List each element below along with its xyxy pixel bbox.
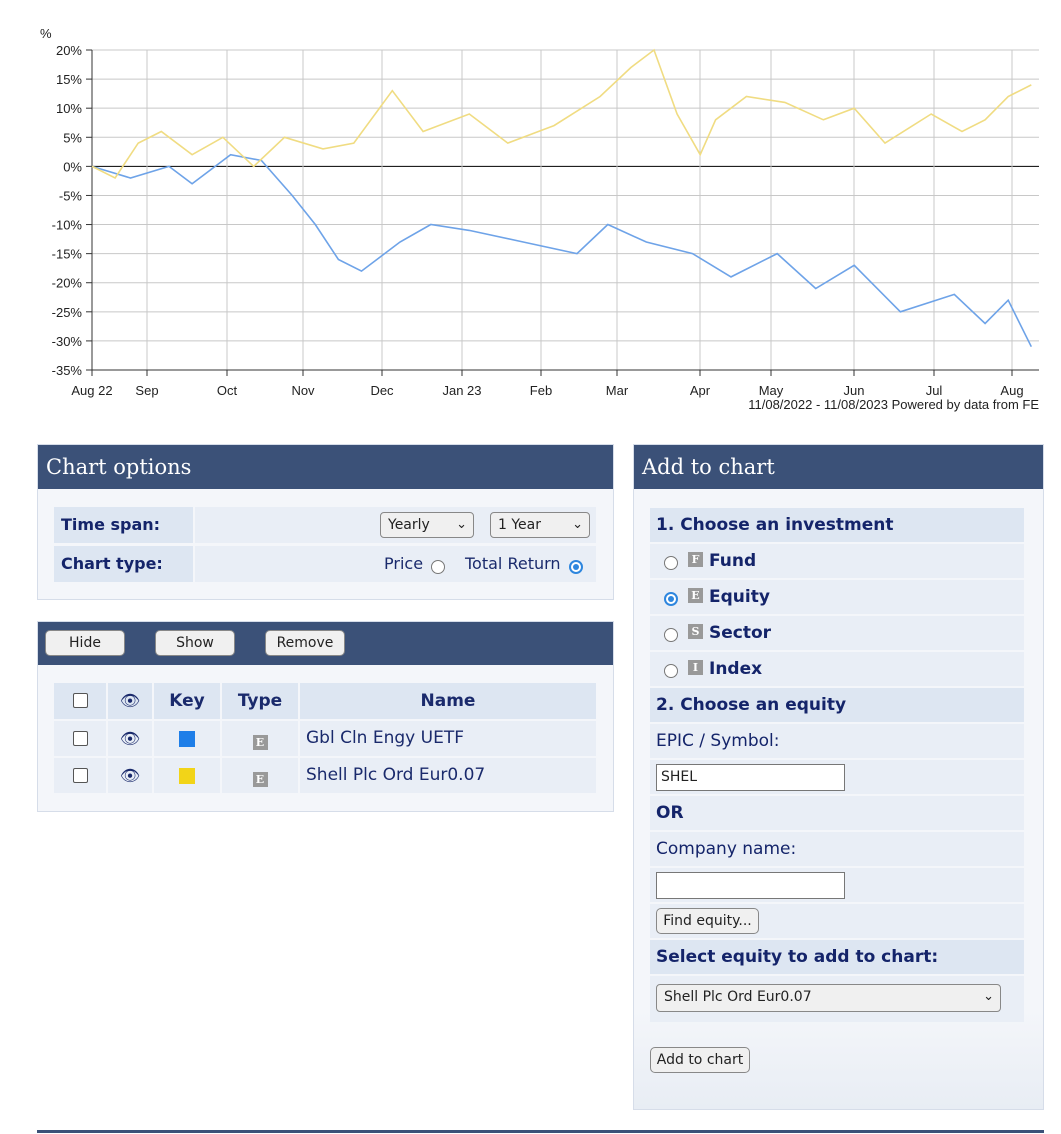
x-tick-label: Jan 23 xyxy=(442,383,482,398)
index-label: Index xyxy=(709,659,763,679)
epic-field-row xyxy=(650,760,1024,794)
price-label: Price xyxy=(384,554,424,573)
option-fund[interactable] xyxy=(650,544,1024,578)
x-tick-label: Dec xyxy=(370,383,394,398)
option-equity[interactable] xyxy=(650,580,1024,614)
time-span-label: Time span: xyxy=(54,507,193,543)
y-tick-label: -20% xyxy=(51,275,82,291)
row-checkbox[interactable] xyxy=(73,731,88,746)
name-header: Name xyxy=(300,683,596,719)
x-tick-label: May xyxy=(758,383,784,398)
fund-radio[interactable] xyxy=(664,556,678,570)
equity-type-icon: E xyxy=(253,772,268,787)
sector-label: Sector xyxy=(709,623,772,643)
table-row-checkbox-cell xyxy=(54,721,106,756)
key-header: Key xyxy=(154,683,220,719)
epic-label: EPIC / Symbol: xyxy=(650,724,1024,758)
price-radio[interactable] xyxy=(431,560,445,574)
sector-radio[interactable] xyxy=(664,628,678,642)
chevron-down-icon: ⌄ xyxy=(572,517,583,532)
row-visibility-cell xyxy=(108,758,152,793)
eye-icon[interactable]: 👁 xyxy=(119,729,141,748)
remove-button[interactable]: Remove xyxy=(265,630,345,656)
time-span-values xyxy=(195,507,596,543)
y-tick-label: -30% xyxy=(51,333,82,349)
series-color-swatch xyxy=(179,731,195,747)
y-tick-label: -35% xyxy=(51,363,82,378)
total-return-radio[interactable] xyxy=(569,560,583,574)
step1-heading: 1. Choose an investment xyxy=(650,508,1024,542)
row-checkbox[interactable] xyxy=(73,768,88,783)
performance-chart xyxy=(0,0,1061,420)
show-button[interactable]: Show xyxy=(155,630,235,656)
find-equity-button[interactable]: Find equity... xyxy=(656,908,759,934)
chart-type-label: Chart type: xyxy=(54,546,193,582)
x-tick-label: Mar xyxy=(605,383,629,398)
row-visibility-cell xyxy=(108,721,152,756)
chart-options-panel xyxy=(37,444,614,600)
sector-type-icon: S xyxy=(688,624,703,639)
x-tick-label: Oct xyxy=(216,383,238,398)
option-sector[interactable] xyxy=(650,616,1024,650)
x-tick-label: Aug 22 xyxy=(71,383,113,398)
or-label: OR xyxy=(650,796,1024,830)
y-tick-label: 20% xyxy=(55,43,82,58)
find-row xyxy=(650,904,1024,938)
x-tick-label: Jul xyxy=(925,383,943,398)
row-key-cell xyxy=(154,721,220,756)
equity-select-value: Shell Plc Ord Eur0.07 xyxy=(664,989,812,1005)
company-input[interactable] xyxy=(656,872,845,899)
select-all-checkbox[interactable] xyxy=(73,693,88,708)
eye-icon: 👁 xyxy=(119,691,141,710)
epic-input[interactable]: SHEL xyxy=(656,764,845,791)
select-equity-label: Select equity to add to chart: xyxy=(650,940,1024,974)
eye-icon[interactable]: 👁 xyxy=(119,766,141,785)
equity-label: Equity xyxy=(709,587,770,607)
hide-button[interactable]: Hide xyxy=(45,630,125,656)
period-select-value: 1 Year xyxy=(498,517,541,533)
equity-type-icon: E xyxy=(253,735,268,750)
chart-svg xyxy=(0,0,1061,420)
total-return-label: Total Return xyxy=(465,554,561,573)
time-span-row xyxy=(54,507,596,543)
period-select[interactable] xyxy=(490,512,590,538)
series-line-1 xyxy=(92,155,1031,347)
fund-label: Fund xyxy=(709,551,757,571)
time-span-select[interactable] xyxy=(380,512,474,538)
chart-type-row xyxy=(54,546,596,582)
index-radio[interactable] xyxy=(664,664,678,678)
row-key-cell xyxy=(154,758,220,793)
chart-footnote: 11/08/2022 - 11/08/2023 Powered by data from FE xyxy=(748,397,1039,412)
y-tick-label: 15% xyxy=(55,72,82,88)
chart-options-title: Chart options xyxy=(38,445,613,489)
y-tick-label: -25% xyxy=(51,304,82,320)
select-all-cell xyxy=(54,683,106,719)
chevron-down-icon: ⌄ xyxy=(983,989,994,1004)
add-to-chart-panel xyxy=(633,444,1044,1110)
x-tick-label: Jun xyxy=(843,383,865,398)
y-tick-label: -5% xyxy=(58,188,82,204)
equity-radio[interactable] xyxy=(664,592,678,606)
y-tick-label: -10% xyxy=(51,217,82,233)
option-index[interactable] xyxy=(650,652,1024,686)
equity-select[interactable] xyxy=(656,984,1001,1012)
index-type-icon: I xyxy=(688,660,703,675)
chart-type-values xyxy=(195,546,596,582)
time-span-select-value: Yearly xyxy=(388,517,430,533)
company-label: Company name: xyxy=(650,832,1024,866)
fund-type-icon: F xyxy=(688,552,703,567)
series-toolbar xyxy=(38,622,613,665)
equity-type-icon: E xyxy=(688,588,703,603)
table-row-checkbox-cell xyxy=(54,758,106,793)
x-tick-label: Sep xyxy=(135,383,159,398)
series-list-panel xyxy=(37,621,614,812)
x-tick-label: Feb xyxy=(529,383,553,398)
series-color-swatch xyxy=(179,768,195,784)
series-table xyxy=(54,683,596,795)
chevron-down-icon: ⌄ xyxy=(456,517,467,532)
add-to-chart-button[interactable]: Add to chart xyxy=(650,1047,750,1073)
select-equity-row xyxy=(650,976,1024,1022)
y-axis-label: % xyxy=(40,26,52,41)
row-type-cell xyxy=(222,758,298,793)
row-type-cell xyxy=(222,721,298,756)
x-tick-label: Nov xyxy=(291,383,315,398)
x-tick-label: Apr xyxy=(689,383,711,398)
add-to-chart-title: Add to chart xyxy=(634,445,1043,489)
y-tick-label: 0% xyxy=(63,159,82,175)
type-header: Type xyxy=(222,683,298,719)
y-tick-label: -15% xyxy=(51,246,82,262)
y-tick-label: 10% xyxy=(55,101,82,117)
row-name: Shell Plc Ord Eur0.07 xyxy=(300,758,596,793)
y-tick-label: 5% xyxy=(63,130,82,146)
footer-rule xyxy=(37,1130,1044,1133)
visibility-header xyxy=(108,683,152,719)
x-tick-label: Aug xyxy=(1000,383,1024,398)
series-line-2 xyxy=(92,50,1031,178)
step2-heading: 2. Choose an equity xyxy=(650,688,1024,722)
row-name: Gbl Cln Engy UETF xyxy=(300,721,596,756)
company-field-row xyxy=(650,868,1024,902)
